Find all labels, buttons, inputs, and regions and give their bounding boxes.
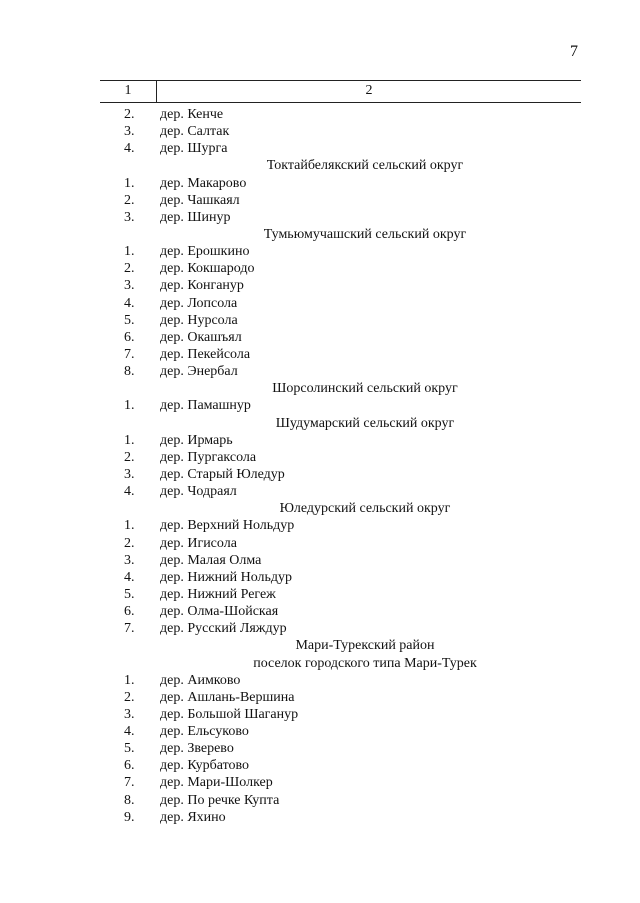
- list-item: [0, 672, 640, 689]
- district-heading: Юледурский сельский округ: [279, 501, 451, 517]
- settlement-name: дер. Курбатово: [160, 758, 250, 774]
- district-heading-row: [0, 157, 640, 174]
- item-number: 7.: [124, 621, 135, 637]
- settlement-name: дер. Ерошкино: [160, 244, 250, 260]
- item-number: 8.: [124, 792, 135, 808]
- settlement-name: дер. Энербал: [160, 364, 238, 380]
- district-heading: Тумьюмучашский сельский округ: [263, 226, 467, 242]
- item-number: 1.: [124, 672, 135, 688]
- column-1-header: 1: [100, 81, 157, 102]
- settlement-name: дер. Нижний Нольдур: [160, 569, 293, 585]
- item-number: 2.: [124, 535, 135, 551]
- settlement-name: дер. Аимково: [160, 672, 241, 688]
- settlement-name: дер. Зверево: [160, 741, 234, 757]
- settlement-name: дер. Ельсуково: [160, 724, 249, 740]
- list-item: [0, 432, 640, 449]
- item-number: 7.: [124, 346, 135, 362]
- item-number: 3.: [124, 706, 135, 722]
- settlement-name: дер. Нижний Регеж: [160, 586, 276, 602]
- list-item: [0, 106, 640, 123]
- district-heading-row: [0, 226, 640, 243]
- district-heading: Мари-Турекский район: [295, 638, 435, 654]
- item-number: 4.: [124, 141, 135, 157]
- item-number: 5.: [124, 586, 135, 602]
- settlement-name: дер. Чодраял: [160, 484, 237, 500]
- item-number: 4.: [124, 724, 135, 740]
- settlement-name: дер. Олма-Шойская: [160, 604, 279, 620]
- list-item: [0, 260, 640, 277]
- list-item: [0, 397, 640, 414]
- list-item: [0, 552, 640, 569]
- settlement-list: [0, 106, 640, 826]
- settlement-name: дер. По речке Купта: [160, 792, 280, 808]
- settlement-name: дер. Шурга: [160, 141, 228, 157]
- district-heading-row: [0, 415, 640, 432]
- item-number: 1.: [124, 175, 135, 191]
- list-item: [0, 689, 640, 706]
- district-heading: Шорсолинский сельский округ: [272, 381, 458, 397]
- list-item: [0, 740, 640, 757]
- settlement-name: дер. Малая Олма: [160, 552, 262, 568]
- settlement-name: дер. Пургаксола: [160, 449, 257, 465]
- item-number: 2.: [124, 449, 135, 465]
- item-number: 4.: [124, 295, 135, 311]
- list-item: [0, 603, 640, 620]
- settlement-name: дер. Ашлань-Вершина: [160, 689, 295, 705]
- district-heading: Шудумарский сельский округ: [275, 415, 455, 431]
- item-number: 1.: [124, 398, 135, 414]
- item-number: 5.: [124, 741, 135, 757]
- settlement-name: дер. Большой Шаганур: [160, 706, 299, 722]
- item-number: 3.: [124, 209, 135, 225]
- list-item: [0, 774, 640, 791]
- list-item: [0, 449, 640, 466]
- list-item: [0, 175, 640, 192]
- item-number: 6.: [124, 329, 135, 345]
- item-number: 3.: [124, 466, 135, 482]
- settlement-name: дер. Макарово: [160, 175, 247, 191]
- district-heading-row: [0, 655, 640, 672]
- list-item: [0, 192, 640, 209]
- list-item: [0, 706, 640, 723]
- item-number: 2.: [124, 261, 135, 277]
- settlement-name: дер. Окашъял: [160, 329, 242, 345]
- list-item: [0, 277, 640, 294]
- item-number: 3.: [124, 552, 135, 568]
- item-number: 2.: [124, 107, 135, 122]
- list-item: [0, 569, 640, 586]
- list-item: [0, 295, 640, 312]
- item-number: 7.: [124, 775, 135, 791]
- list-item: [0, 123, 640, 140]
- page-number: 7: [570, 43, 578, 60]
- settlement-name: дер. Пекейсола: [160, 346, 251, 362]
- list-item: [0, 363, 640, 380]
- settlement-name: дер. Чашкаял: [160, 192, 240, 208]
- list-item: [0, 586, 640, 603]
- settlement-name: дер. Памашнур: [160, 398, 251, 414]
- list-item: [0, 312, 640, 329]
- list-item: [0, 809, 640, 826]
- settlement-name: дер. Шинур: [160, 209, 231, 225]
- list-item: [0, 466, 640, 483]
- district-heading-row: [0, 637, 640, 654]
- settlement-name: дер. Кенче: [160, 107, 224, 122]
- settlement-name: дер. Старый Юледур: [160, 466, 285, 482]
- list-item: [0, 757, 640, 774]
- item-number: 1.: [124, 244, 135, 260]
- district-heading: поселок городского типа Мари-Турек: [253, 655, 477, 671]
- settlement-name: дер. Верхний Нольдур: [160, 518, 295, 534]
- item-number: 3.: [124, 278, 135, 294]
- list-item: [0, 346, 640, 363]
- item-number: 4.: [124, 484, 135, 500]
- list-item: [0, 243, 640, 260]
- district-heading-row: [0, 500, 640, 517]
- table-header: [100, 80, 581, 103]
- column-2-header: 2: [365, 83, 373, 98]
- settlement-name: дер. Лопсола: [160, 295, 238, 311]
- settlement-name: дер. Нурсола: [160, 312, 238, 328]
- item-number: 9.: [124, 809, 135, 825]
- list-item: [0, 517, 640, 534]
- item-number: 6.: [124, 604, 135, 620]
- list-item: [0, 209, 640, 226]
- district-heading-row: [0, 380, 640, 397]
- list-item: [0, 792, 640, 809]
- item-number: 6.: [124, 758, 135, 774]
- settlement-name: дер. Яхино: [160, 809, 226, 825]
- item-number: 2.: [124, 192, 135, 208]
- settlement-name: дер. Кокшародо: [160, 261, 255, 277]
- item-number: 3.: [124, 124, 135, 140]
- item-number: 4.: [124, 569, 135, 585]
- settlement-name: дер. Игисола: [160, 535, 237, 551]
- settlement-name: дер. Ирмарь: [160, 432, 233, 448]
- list-item: [0, 620, 640, 637]
- list-item: [0, 483, 640, 500]
- settlement-name: дер. Русский Ляждур: [160, 621, 287, 637]
- list-item: [0, 723, 640, 740]
- district-heading: Токтайбелякский сельский округ: [266, 158, 464, 174]
- item-number: 2.: [124, 689, 135, 705]
- settlement-name: дер. Конганур: [160, 278, 244, 294]
- item-number: 5.: [124, 312, 135, 328]
- settlement-name: дер. Мари-Шолкер: [160, 775, 273, 791]
- list-item: [0, 535, 640, 552]
- item-number: 8.: [124, 364, 135, 380]
- list-item: [0, 140, 640, 157]
- item-number: 1.: [124, 518, 135, 534]
- item-number: 1.: [124, 432, 135, 448]
- settlement-name: дер. Салтак: [160, 124, 230, 140]
- list-item: [0, 329, 640, 346]
